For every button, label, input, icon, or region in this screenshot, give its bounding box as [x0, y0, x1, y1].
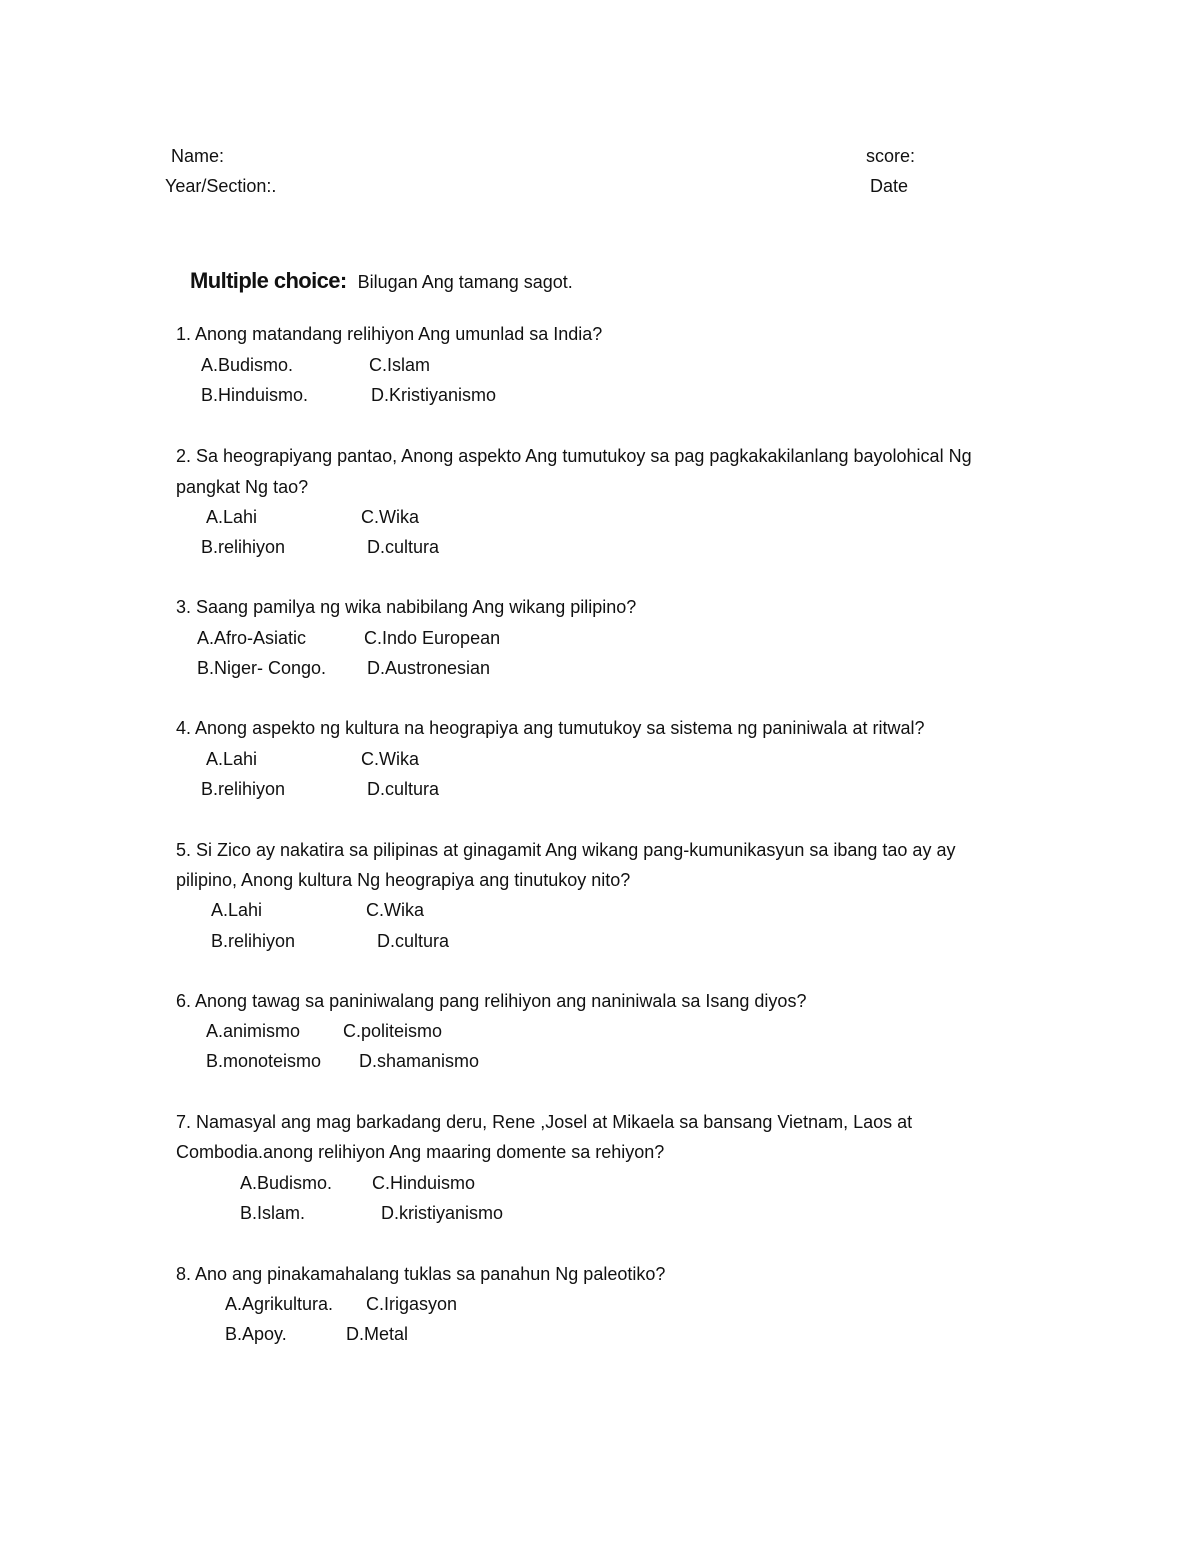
question-2-text-cont: pangkat Ng tao? [176, 477, 309, 497]
question-4-text: 4. Anong aspekto ng kultura na heograpiya ang tumutukoy sa sistema ng paniniwala at ritwal? [176, 718, 925, 738]
q5-choice-a[interactable]: A.Lahi [211, 900, 263, 920]
question-7-text: 7. Namasyal ang mag barkadang deru, Rene ,Josel at Mikaela sa bansang Vietnam, Laos at [176, 1112, 913, 1132]
q2-choice-b[interactable]: B.relihiyon [201, 537, 286, 557]
section-title: Multiple choice: [190, 268, 347, 293]
question-5-text: 5. Si Zico ay nakatira sa pilipinas at ginagamit Ang wikang pang-kumunikasyun sa ibang tao ay ay [176, 840, 956, 860]
q5-choice-d[interactable]: D.cultura [377, 931, 450, 951]
question-8-text: 8. Ano ang pinakamahalang tuklas sa panahun Ng paleotiko? [176, 1264, 666, 1284]
question-6-text: 6. Anong tawag sa paniniwalang pang relihiyon ang naniniwala sa Isang diyos? [176, 991, 807, 1011]
question-2-text: 2. Sa heograpiyang pantao, Anong aspekto Ang tumutukoy sa pag pagkakakilanlang bayolohical Ng [176, 446, 972, 466]
instructions-text: Bilugan Ang tamang sagot. [357, 272, 573, 292]
q6-choice-b[interactable]: B.monoteismo [206, 1051, 322, 1071]
q2-choice-a[interactable]: A.Lahi [206, 507, 258, 527]
q7-choice-b[interactable]: B.Islam. [240, 1203, 306, 1223]
q4-choice-a[interactable]: A.Lahi [206, 749, 258, 769]
q4-choice-b[interactable]: B.relihiyon [201, 779, 286, 799]
q1-choice-d[interactable]: D.Kristiyanismo [371, 385, 497, 405]
q7-choice-c[interactable]: C.Hinduismo [372, 1173, 476, 1193]
question-3-text: 3. Saang pamilya ng wika nabibilang Ang wikang pilipino? [176, 597, 637, 617]
year-section-label: Year/Section:. [165, 176, 277, 196]
q1-choice-c[interactable]: C.Islam [369, 355, 431, 375]
q7-choice-d[interactable]: D.kristiyanismo [381, 1203, 504, 1223]
q6-choice-c[interactable]: C.politeismo [343, 1021, 443, 1041]
question-7-text-cont: Combodia.anong relihiyon Ang maaring domente sa rehiyon? [176, 1142, 665, 1162]
q6-choice-d[interactable]: D.shamanismo [359, 1051, 480, 1071]
q1-choice-b[interactable]: B.Hinduismo. [201, 385, 309, 405]
question-1-text: 1. Anong matandang relihiyon Ang umunlad sa India? [176, 324, 603, 344]
q8-choice-d[interactable]: D.Metal [346, 1324, 409, 1344]
question-5-text-cont: pilipino, Anong kultura Ng heograpiya ang tinutukoy nito? [176, 870, 631, 890]
q8-choice-c[interactable]: C.Irigasyon [366, 1294, 458, 1314]
instructions-heading [190, 270, 573, 293]
q4-choice-c[interactable]: C.Wika [361, 749, 419, 769]
q5-choice-c[interactable]: C.Wika [366, 900, 424, 920]
q1-choice-a[interactable]: A.Budismo. [201, 355, 294, 375]
q3-choice-b[interactable]: B.Niger- Congo. [197, 658, 327, 678]
q3-choice-d[interactable]: D.Austronesian [367, 658, 491, 678]
q5-choice-b[interactable]: B.relihiyon [211, 931, 296, 951]
q2-choice-c[interactable]: C.Wika [361, 507, 419, 527]
q3-choice-c[interactable]: C.Indo European [364, 628, 501, 648]
q8-choice-b[interactable]: B.Apoy. [225, 1324, 287, 1344]
date-label: Date [870, 176, 909, 196]
name-label: Name: [171, 146, 225, 166]
q8-choice-a[interactable]: A.Agrikultura. [225, 1294, 334, 1314]
q3-choice-a[interactable]: A.Afro-Asiatic [197, 628, 307, 648]
q4-choice-d[interactable]: D.cultura [367, 779, 440, 799]
q7-choice-a[interactable]: A.Budismo. [240, 1173, 333, 1193]
q2-choice-d[interactable]: D.cultura [367, 537, 440, 557]
score-label: score: [866, 146, 916, 166]
q6-choice-a[interactable]: A.animismo [206, 1021, 301, 1041]
